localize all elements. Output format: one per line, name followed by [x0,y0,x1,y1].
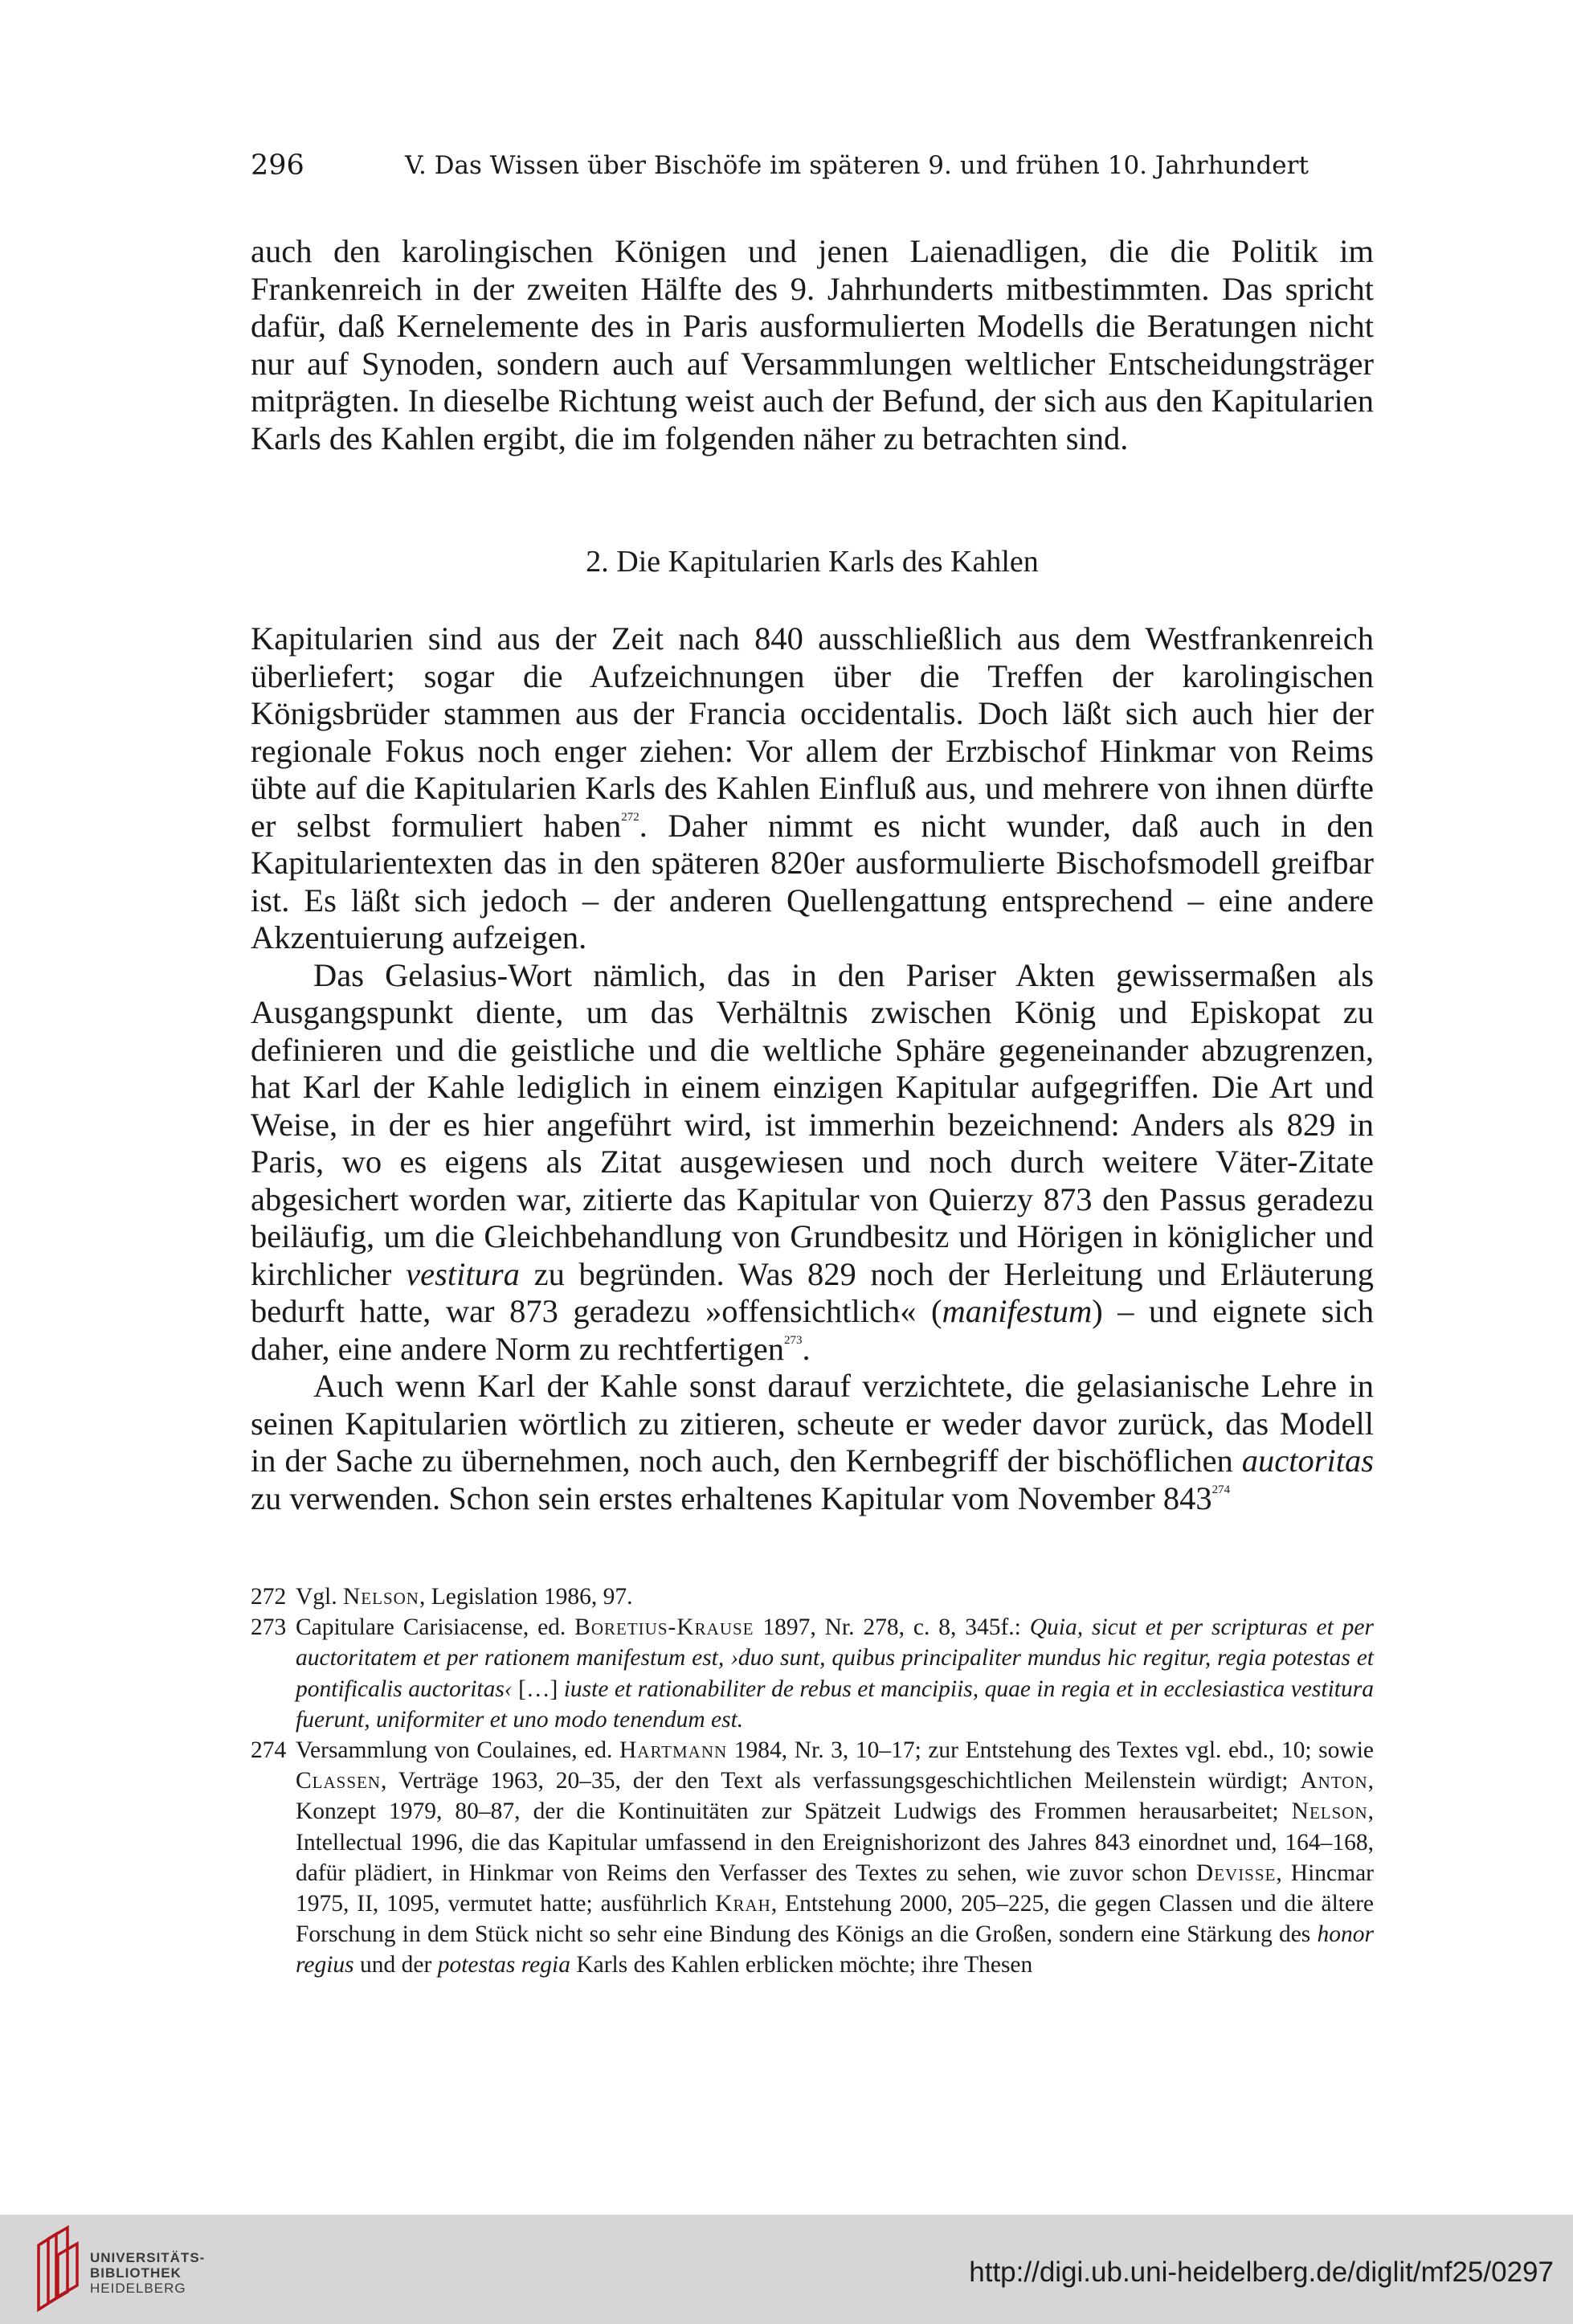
section-body [251,620,1374,1517]
paragraph-1: Kapitularien sind aus der Zeit nach 840 ausschließlich aus dem Westfrankenreich überliefert; sogar die Aufzeichnungen über die Treffen der karolingischen Königsbrüder stammen aus der Francia occidentalis. Doch läßt sich auch hier der regionale Fokus noch enger ziehen: Vor allem der Erzbischof Hinkmar von Reims übte auf die Kapitularien Karls des Kahlen Einfluß aus, und mehrere von ihnen dürfte er selbst formuliert haben$^{272}$. Daher nimmt es nicht wunder, daß auch in den Kapitularientexten das in den späteren 820er ausformulierte Bischofsmodell greifbar ist. Es läßt sich jedoch – der anderen Quellengattung entsprechend – eine andere Akzentuierung aufzeigen. [251,620,1374,955]
footnote-number: 273 [251,1614,287,1641]
source-url-link[interactable]: http://digi.ub.uni-heidelberg.de/diglit/mf25/0297 [969,2256,1554,2288]
library-footer-bar [0,2215,1573,2324]
footnote-number: 274 [251,1737,287,1764]
footnote-272: 272 Vgl. Nelson, Legislation 1986, 97. [251,1581,1374,1612]
section-title: 2. Die Kapitularien Karls des Kahlen [586,545,1039,579]
running-head [251,148,1385,183]
paragraph-3: Auch wenn Karl der Kahle sonst darauf verzichtete, die gelasianische Lehre in seinen Kapitularien wörtlich zu zitieren, scheute er weder davor zurück, das Modell in der Sache zu übernehmen, noch auch, den Kernbegriff der bischöflichen auctoritas zu verwenden. Schon sein erstes erhaltenes Kapitular vom November 843$^{274}$ [251,1368,1374,1516]
footnote-273: 273 Capitulare Carisiacense, ed. Boretius-Krause 1897, Nr. 278, c. 8, 345f.: Quia, sicut et per scripturas et per auctoritatem et per rationem manifestum est, ›duo sunt, quibus principaliter mundus hic regitur, regia potestas et pontificalis auctoritas‹ […] iuste et rationabiliter de rebus et mancipiis, quae in regia et in ecclesiastica vestitura fuerunt, uniformiter et uno modo tenendum est. [251,1612,1374,1735]
footnotes [251,1581,1374,1981]
footnote-number: 272 [251,1584,287,1610]
footnote-ref-272[interactable]: 272 [621,810,639,824]
page-number: 296 [251,149,304,182]
intro-text-block [251,233,1374,457]
running-title: V. Das Wissen über Bischöfe im späteren 9. und frühen 10. Jahrhundert [405,151,1309,180]
library-logo[interactable] [32,2223,217,2316]
paragraph-2: Das Gelasius-Wort nämlich, das in den Pariser Akten gewissermaßen als Ausgangspunkt diente, um das Verhältnis zwischen König und Episkopat zu definieren und die geistliche und die weltliche Sphäre gegeneinander abzugrenzen, hat Karl der Kahle lediglich in einem einzigen Kapitular aufgegriffen. Die Art und Weise, in der es hier angeführt wird, ist immerhin bezeichnend: Anders als 829 in Paris, wo es eigens als Zitat ausgewiesen und noch durch weitere Väter-Zitate abgesichert worden war, zitierte das Kapitular von Quierzy 873 den Passus geradezu beiläufig, um die Gleichbehandlung von Grundbesitz und Hörigen in königlicher und kirchlicher vestitura zu begründen. Was 829 noch der Herleitung und Erläuterung bedurft hatte, war 873 geradezu »offensichtlich« (manifestum) – und eignete sich daher, eine andere Norm zu rechtfertigen$^{273}$. [251,956,1374,1367]
library-logo-icon [32,2223,82,2316]
intro-paragraph: auch den karolingischen Königen und jenen Laienadligen, die die Politik im Frankenreich in der zweiten Hälfte des 9. Jahrhunderts mitbestimmten. Das spricht dafür, daß Kernelemente des in Paris ausformulierten Modells die Beratungen nicht nur auf Synoden, sondern auch auf Versammlungen weltlicher Entscheidungsträger mitprägten. In dieselbe Richtung weist auch der Befund, der sich aus den Kapitularien Karls des Kahlen ergibt, die im folgenden näher zu betrachten sind. [251,233,1374,456]
footnote-ref-274[interactable]: 274 [1211,1483,1231,1496]
library-logo-text: UNIVERSITÄTS- BIBLIOTHEK HEIDELBERG [90,2250,206,2296]
footnote-274: 274 Versammlung von Coulaines, ed. Hartmann 1984, Nr. 3, 10–17; zur Entstehung des Textes vgl. ebd., 10; sowie Classen, Verträge 1963, 20–35, der den Text als verfassungsgeschichtlichen Meilenstein würdigt; Anton, Konzept 1979, 80–87, der die Kontinuitäten zur Spätzeit Ludwigs des Frommen herausarbeitet; Nelson, Intellectual 1996, die das Kapitular umfassend in den Ereignishorizont des Jahres 843 einordnet und, 164–168, dafür plädiert, in Hinkmar von Reims den Verfasser des Textes zu sehen, wie zuvor schon Devisse, Hincmar 1975, II, 1095, vermutet hatte; ausführlich Krah, Entstehung 2000, 205–225, die gegen Classen und die ältere Forschung in dem Stück nicht so sehr eine Bindung des Königs an die Großen, sondern eine Stärkung des honor regius und der potestas regia Karls des Kahlen erblicken möchte; ihre Thesen [251,1735,1374,1981]
footnote-ref-273[interactable]: 273 [784,1333,803,1347]
